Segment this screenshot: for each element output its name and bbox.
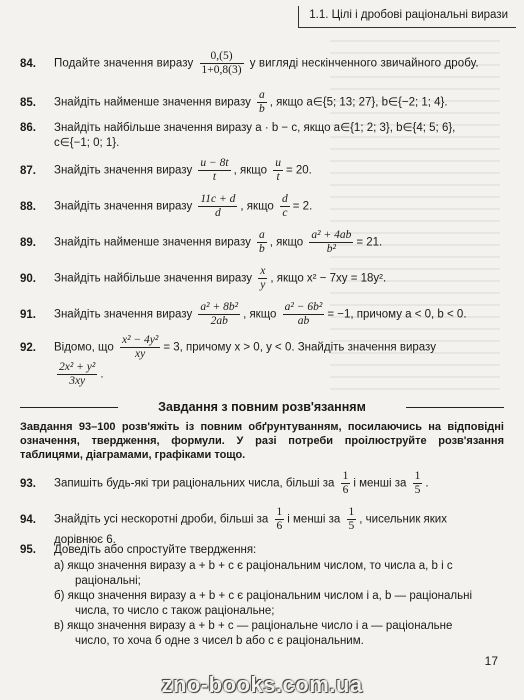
problem-text: Знайдіть найбільше значення виразу — [54, 272, 253, 285]
numerator: 11c + d — [200, 193, 236, 205]
statement-a-cont: раціональні; — [75, 575, 141, 587]
problem-87 — [20, 157, 504, 184]
problem-text: , якщо — [233, 164, 268, 177]
fraction — [413, 470, 423, 497]
problem-text: Знайдіть значення виразу — [54, 164, 193, 177]
problem-88 — [20, 193, 504, 220]
fraction — [347, 506, 357, 533]
problem-text: Знайдіть значення виразу — [54, 200, 193, 213]
fraction — [258, 265, 267, 292]
numerator: a — [259, 229, 265, 241]
watermark: zno-books.com.ua — [161, 672, 363, 697]
denominator: 2ab — [210, 315, 228, 327]
header-rule — [298, 27, 516, 28]
fraction — [280, 193, 290, 220]
numerator: 2x² + y² — [59, 361, 96, 373]
problem-89 — [20, 229, 504, 256]
numerator: 1 — [276, 506, 283, 518]
denominator: d — [215, 207, 221, 219]
problem-number: 91. — [20, 308, 36, 321]
problem-text: Знайдіть найменше значення виразу — [54, 96, 251, 109]
section-title: Завдання з повним розв'язанням — [158, 400, 366, 414]
problem-text: , якщо — [240, 200, 274, 213]
numerator: 1 — [342, 470, 349, 482]
problem-text: дорівнює 6. — [54, 534, 116, 546]
numerator: 0,(5) — [200, 50, 244, 64]
denominator: 6 — [342, 484, 349, 496]
fraction — [198, 301, 240, 328]
section-heading — [20, 398, 504, 418]
problem-number: 95. — [20, 544, 36, 556]
fraction — [283, 301, 325, 328]
problem-text: Знайдіть значення виразу — [54, 308, 193, 321]
problem-text: Подайте значення виразу — [54, 57, 194, 70]
numerator: 1 — [414, 470, 421, 482]
numerator: 1 — [348, 506, 355, 518]
problem-text: . — [100, 368, 104, 381]
denominator: 3xy — [69, 375, 86, 387]
problem-90 — [20, 265, 504, 292]
fraction — [57, 361, 97, 388]
statement-c-cont: число, то хоча б одне з чисел b або c є раціональним. — [75, 635, 364, 647]
problem-text: , якщо x² − 7xy = 18y². — [270, 272, 387, 285]
problem-text: = −1, причому a < 0, b < 0. — [327, 308, 467, 321]
problem-number: 89. — [20, 236, 36, 249]
problem-91 — [20, 301, 504, 328]
header-divider — [298, 6, 299, 28]
fraction — [120, 334, 160, 361]
problem-text: Знайдіть найбільше значення виразу a · b − c, якщо a∈{1; 2; 3}, b∈{4; 5; 6}, — [54, 122, 456, 134]
fraction — [200, 50, 244, 77]
fraction — [309, 229, 353, 256]
denominator: ab — [297, 315, 310, 327]
statement-a: а) якщо значення виразу a + b + c є раціональним числом, то числа a, b і c — [54, 560, 453, 572]
denominator: b — [259, 103, 265, 115]
problem-text: і менші за — [287, 513, 341, 526]
problem-84 — [20, 50, 504, 77]
denominator: xy — [135, 348, 146, 360]
denominator: 5 — [414, 484, 421, 496]
problem-number: 84. — [20, 57, 36, 70]
problem-text: = 20. — [285, 164, 312, 177]
denominator: t — [212, 171, 217, 183]
denominator: 6 — [276, 520, 283, 532]
problem-92 — [20, 334, 504, 388]
problem-text: , якщо a∈{5; 13; 27}, b∈{−2; 1; 4}. — [269, 96, 448, 109]
problem-text: Відомо, що — [54, 341, 114, 354]
denominator: 1+0,8(3) — [201, 64, 242, 76]
denominator: t — [276, 171, 280, 183]
problem-text: Запишіть будь-які три раціональних числа, більші за — [54, 477, 335, 490]
fraction — [273, 157, 283, 184]
denominator: y — [260, 279, 266, 291]
problem-text: . — [425, 477, 429, 490]
numerator: a² + 8b² — [200, 301, 239, 313]
statement-c: в) якщо значення виразу a + b + c — раціональне число і a — раціональне — [54, 620, 453, 632]
section-intro: Завдання 93–100 розв'яжіть із повним обґрунтуванням, посилаючись на відповідні означення, твердження, формули. У разі потреби проілюструйте розв'язання таблицями, діаграмами, графіками тощо. — [20, 421, 504, 461]
problem-text: , якщо — [243, 308, 277, 321]
numerator: a — [259, 89, 265, 101]
problem-text: , якщо — [269, 236, 304, 249]
numerator: x² − 4y² — [121, 334, 159, 346]
problem-86 — [20, 121, 504, 151]
denominator: b — [259, 243, 265, 255]
statement-b-cont: числа, то число c також раціональне; — [75, 605, 275, 617]
fraction — [257, 89, 267, 116]
problem-number: 93. — [20, 477, 36, 490]
problem-number: 85. — [20, 96, 36, 109]
problem-85 — [20, 89, 504, 116]
denominator: c — [282, 207, 288, 219]
problem-93 — [20, 470, 504, 497]
problem-text: = 2. — [292, 200, 313, 213]
problem-number: 87. — [20, 164, 36, 177]
problem-text: Знайдіть усі нескоротні дроби, більші за — [54, 513, 269, 526]
running-header — [298, 6, 516, 28]
numerator: d — [282, 193, 288, 205]
problem-number: 88. — [20, 200, 36, 213]
problem-number: 92. — [20, 341, 36, 354]
problem-number: 90. — [20, 272, 36, 285]
problem-text: = 21. — [356, 236, 383, 249]
numerator: a² + 4ab — [311, 229, 352, 241]
fraction — [257, 229, 267, 256]
fraction — [275, 506, 285, 533]
numerator: u — [275, 157, 281, 169]
numerator: a² − 6b² — [284, 301, 323, 313]
page-number: 17 — [484, 654, 498, 668]
denominator: 5 — [348, 520, 355, 532]
fraction — [198, 193, 237, 220]
problem-94 — [20, 506, 504, 548]
denominator: b² — [326, 243, 336, 255]
fraction — [341, 470, 351, 497]
statement-b: б) якщо значення виразу a + b + c є раціональним числом і a, b — раціональні — [54, 590, 473, 602]
problem-text: = 3, причому x > 0, y < 0. Знайдіть значення виразу — [163, 341, 436, 354]
chapter-title: 1.1. Цілі і дробові раціональні вирази — [309, 9, 508, 21]
problem-95 — [20, 543, 504, 649]
problem-number: 94. — [20, 513, 36, 526]
fraction — [198, 157, 230, 184]
problem-text: у вигляді нескінченного звичайного дробу. — [249, 57, 479, 70]
problem-text: c∈{−1; 0; 1}. — [54, 137, 120, 149]
numerator: x — [260, 265, 266, 277]
numerator: u − 8t — [200, 157, 229, 169]
problem-text: Знайдіть найменше значення виразу — [54, 236, 251, 249]
problem-text: , чисельник яких — [359, 513, 447, 526]
problem-number: 86. — [20, 122, 36, 134]
problem-text: і менші за — [353, 477, 407, 490]
problem-text: Доведіть або спростуйте твердження: — [54, 544, 257, 556]
